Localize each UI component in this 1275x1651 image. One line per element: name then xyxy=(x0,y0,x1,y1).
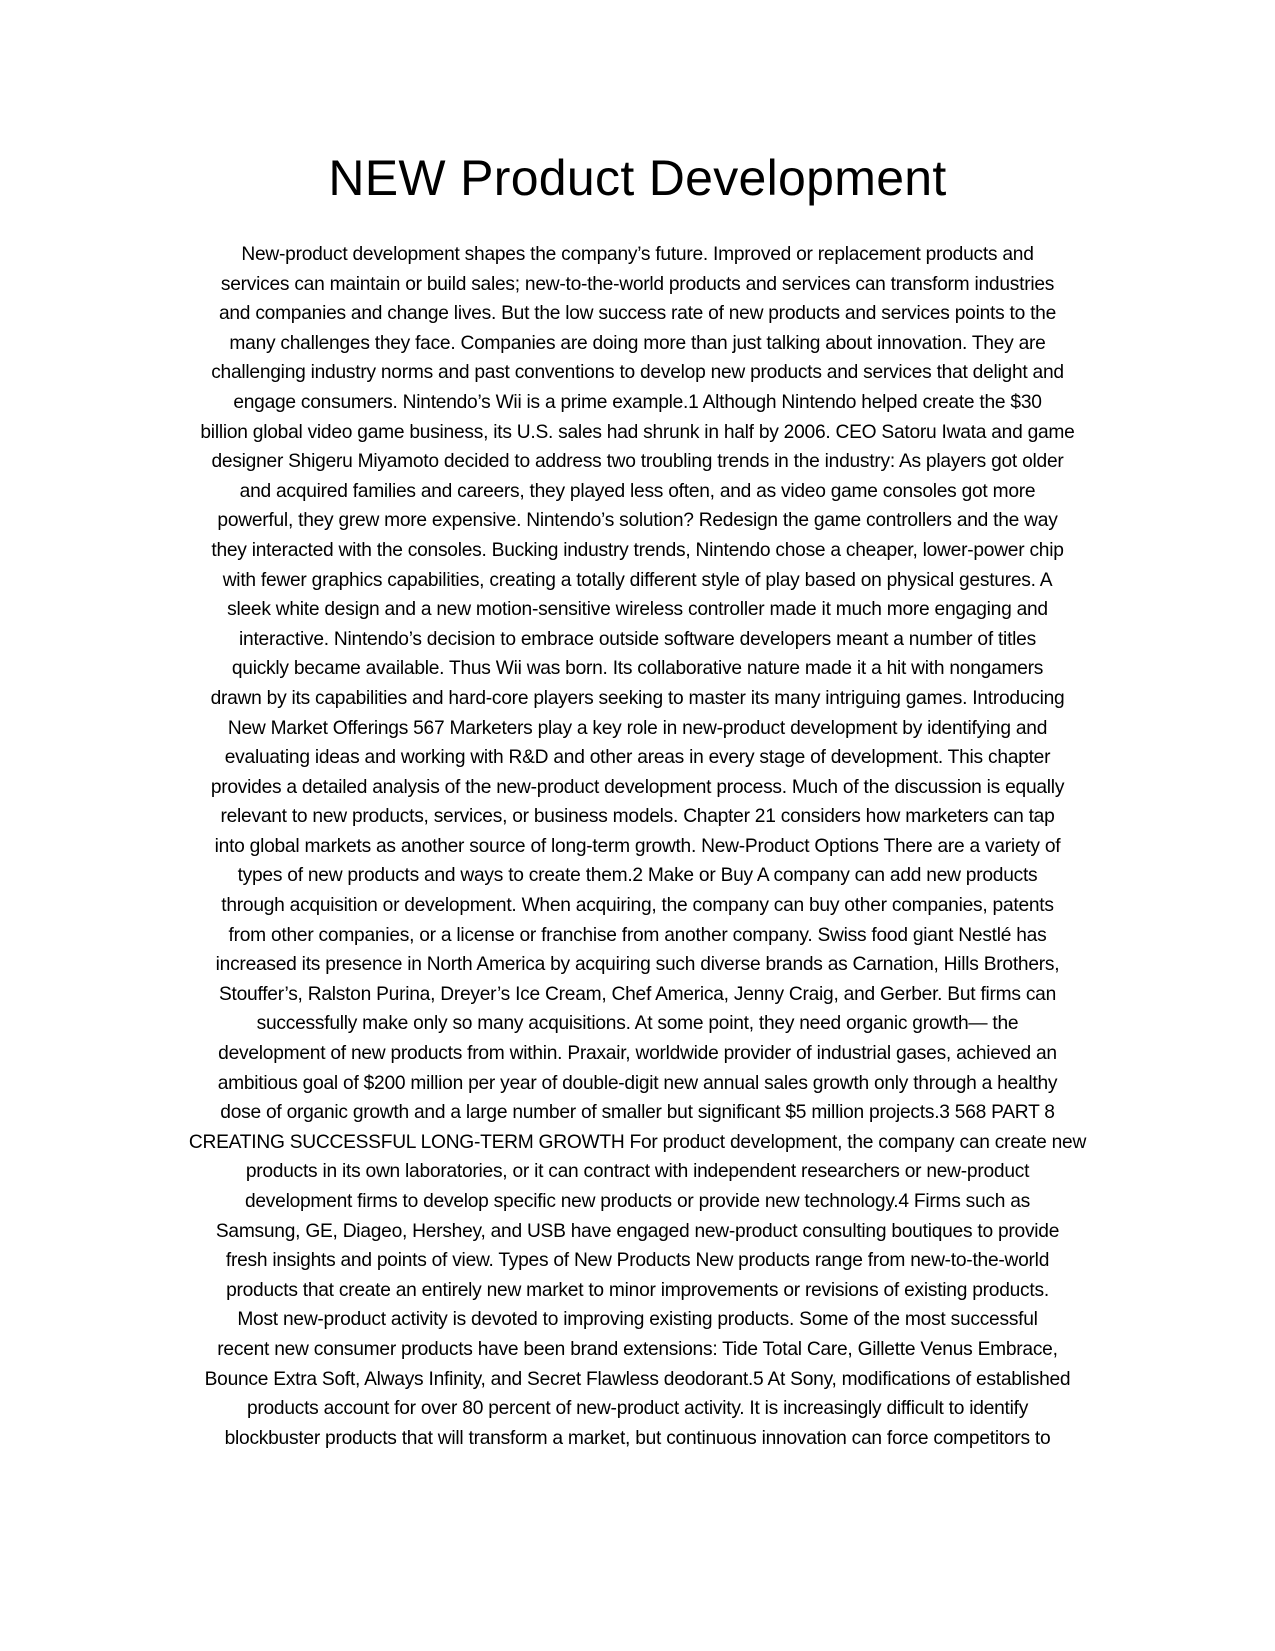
body-text-line: and acquired families and careers, they played less often, and as video game consoles got more xyxy=(239,480,1036,502)
document-title: NEW Product Development xyxy=(328,150,947,206)
body-text-line: development of new products from within. Praxair, worldwide provider of industrial gases, achieved an xyxy=(218,1043,1057,1065)
document-body xyxy=(140,240,1135,1453)
body-text-line: billion global video game business, its U.S. sales had shrunk in half by 2006. CEO Satoru Iwata and game xyxy=(200,421,1075,443)
body-text-line: dose of organic growth and a large number of smaller but significant $5 million projects.3 568 PART 8 xyxy=(220,1102,1055,1124)
body-text-line: successfully make only so many acquisitions. At some point, they need organic growth— the xyxy=(256,1013,1019,1035)
body-text-line: through acquisition or development. When acquiring, the company can buy other companies, patents xyxy=(221,895,1054,917)
body-text-line: services can maintain or build sales; new-to-the-world products and services can transform industries xyxy=(220,273,1055,295)
body-text-line: and companies and change lives. But the low success rate of new products and services points to the xyxy=(218,303,1057,325)
body-text-line: ambitious goal of $200 million per year of double-digit new annual sales growth only through a healthy xyxy=(217,1072,1058,1094)
body-text-line: from other companies, or a license or franchise from another company. Swiss food giant Nestlé has xyxy=(228,924,1047,946)
body-text-line: Most new-product activity is devoted to improving existing products. Some of the most successful xyxy=(237,1309,1038,1331)
body-text-line: products that create an entirely new market to minor improvements or revisions of existing products. xyxy=(226,1279,1049,1301)
body-text-line: New-product development shapes the company’s future. Improved or replacement products and xyxy=(241,244,1034,265)
body-text-line: powerful, they grew more expensive. Nintendo’s solution? Redesign the game controllers and the way xyxy=(217,510,1058,532)
body-text-line: types of new products and ways to create them.2 Make or Buy A company can add new products xyxy=(237,865,1038,887)
body-text-line: evaluating ideas and working with R&D and other areas in every stage of development. This chapter xyxy=(224,747,1051,769)
body-text-line: products account for over 80 percent of new-product activity. It is increasingly difficult to identify xyxy=(246,1398,1029,1420)
body-text-line: many challenges they face. Companies are doing more than just talking about innovation. They are xyxy=(229,332,1046,354)
body-text-line: recent new consumer products have been brand extensions: Tide Total Care, Gillette Venus Embrace, xyxy=(217,1338,1058,1360)
body-text-line: designer Shigeru Miyamoto decided to address two troubling trends in the industry: As players got older xyxy=(211,451,1064,473)
body-text-line: development firms to develop specific new products or provide new technology.4 Firms such as xyxy=(244,1191,1031,1212)
body-text-line: with fewer graphics capabilities, creating a totally different style of play based on physical gestures. A xyxy=(222,569,1053,591)
body-text-line: drawn by its capabilities and hard-core players seeking to master its many intriguing games. Introducing xyxy=(210,687,1065,709)
body-text-line: New Market Offerings 567 Marketers play a key role in new-product development by identifying and xyxy=(227,717,1048,739)
body-text-line: fresh insights and points of view. Types of New Products New products range from new-to-the-world xyxy=(225,1250,1050,1272)
body-text-line: into global markets as another source of long-term growth. New-Product Options There are a variety of xyxy=(214,835,1061,857)
body-text-line: they interacted with the consoles. Bucking industry trends, Nintendo chose a cheaper, lower-power chip xyxy=(211,539,1064,561)
body-text-line: sleek white design and a new motion-sensitive wireless controller made it much more engaging and xyxy=(227,599,1048,621)
body-text-line: engage consumers. Nintendo’s Wii is a prime example.1 Although Nintendo helped create the $30 xyxy=(233,391,1042,413)
body-text-line: CREATING SUCCESSFUL LONG-TERM GROWTH For product development, the company can create new xyxy=(188,1131,1087,1153)
body-text-line: blockbuster products that will transform a market, but continuous innovation can force competitors to xyxy=(224,1427,1051,1449)
body-text-line: Bounce Extra Soft, Always Infinity, and Secret Flawless deodorant.5 At Sony, modifications of established xyxy=(204,1368,1071,1390)
body-text-line: quickly became available. Thus Wii was born. Its collaborative nature made it a hit with nongamers xyxy=(231,658,1044,680)
body-text-line: increased its presence in North America by acquiring such diverse brands as Carnation, Hills Brothers, xyxy=(215,954,1060,976)
body-text-line: provides a detailed analysis of the new-product development process. Much of the discussion is equally xyxy=(210,776,1065,798)
body-text-line: Stouffer’s, Ralston Purina, Dreyer’s Ice Cream, Chef America, Jenny Craig, and Gerber. But firms can xyxy=(218,983,1057,1005)
body-text-line: relevant to new products, services, or business models. Chapter 21 considers how marketers can tap xyxy=(220,806,1055,828)
body-text-line: challenging industry norms and past conventions to develop new products and services that delight and xyxy=(211,362,1064,384)
body-text-line: products in its own laboratories, or it can contract with independent researchers or new-product xyxy=(245,1161,1030,1183)
body-text-line: interactive. Nintendo’s decision to embrace outside software developers meant a number of titles xyxy=(239,628,1036,650)
body-text-line: Samsung, GE, Diageo, Hershey, and USB have engaged new-product consulting boutiques to provide xyxy=(215,1220,1060,1242)
